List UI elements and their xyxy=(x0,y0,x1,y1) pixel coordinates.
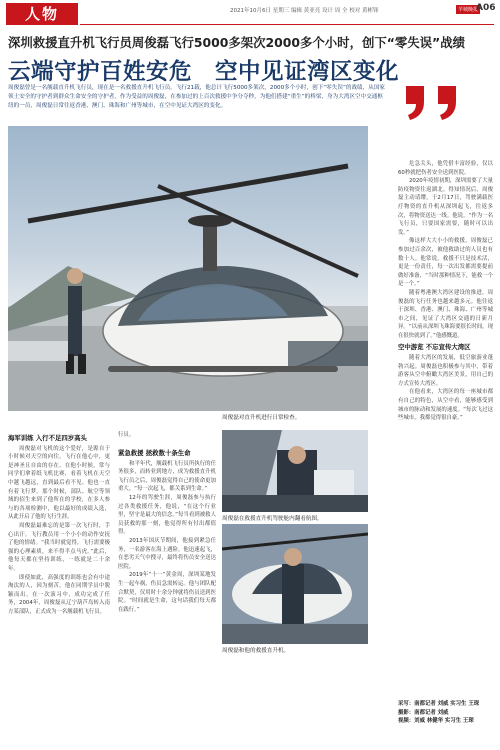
column-1-heading: 海军训练 入行不足四岁高头 xyxy=(8,434,87,442)
header-rule xyxy=(80,24,494,25)
photo3-caption: 周俊磊和他的救援直升机。 xyxy=(222,648,290,654)
paragraph: 和平年代，舰载机飞行员所执行的任务很多，而转业到地方，成为救援直升机飞行员之后，周俊磊觉得自己的使命更加重大。“每一次起飞，都关系到生命。” xyxy=(118,460,216,493)
page-meta: 2021年10月6日 星期三 编辑 黄亚亮 设计 周 全 校对 黄彬锋 xyxy=(230,8,379,14)
paragraph: 危急关头，他凭借丰富经验，仅以60秒就把伤者安全送到医院。 xyxy=(398,161,493,176)
credit-video: 视频：刘威 林健华 实习生 王琛 xyxy=(398,718,474,725)
helicopter-illustration xyxy=(8,126,368,411)
credit-photo: 摄影：南都记者 刘威 xyxy=(398,709,449,716)
quote-mark-icon xyxy=(398,76,488,126)
helicopter-photo xyxy=(8,126,368,411)
paragraph: 在他看来，大湾区的每一座城市都有自己的特色，从空中看，能够感受到城市的脉动和发展的速度。“每次飞过这些城市，我都觉得很自豪。” xyxy=(398,389,493,422)
page-number: A06 xyxy=(476,3,496,13)
column-3-heading: 空中游览 不忘宣传大湾区 xyxy=(398,343,471,352)
article-title: 云端守护百姓安危 空中见证湾区变化 xyxy=(8,59,400,85)
paragraph: 周俊磊对飞机的这个爱好，是源自于小时候对天空的向往。飞行在他心中，更是神圣且自由的存在。在他小时候，常与同学们拿着纸飞机比赛，看着飞机在天空中越飞越远，直到最后看不见。他也一直有着飞行梦。那个时候，部队、航空等领域的招生来到了他所在的学校，在多人参与的各项检测中，他以最好的成绩入选，从此开启了他的飞行生涯。 xyxy=(8,445,110,521)
column-2 xyxy=(118,446,216,614)
paragraph: 像这样大大小小的救援，周俊磊已参加过百余次，被他救助过的人员也有数十人。他常说，救援不只是技术活，更是一份责任，每一次出发都需要提前做好准备，“当时那种情况下，能救一个是一个。” xyxy=(398,238,493,288)
article-intro: 周俊磊曾是一名舰载直升机飞行员，现在是一名救援直升机飞行员。飞行21载，他总计飞行5000多架次，2000多个小时，创下“零失误”的战绩，从国家领土安全的守护者到群众生命安全的守护者，作为受益的周俊磊，在参加过的上百次救援中争分夺秒，为他们搭建“重生”的桥梁，身为大湾区空中交通枢纽的一员，周俊磊日常往返香港、澳门、珠海和广州等城市，在空中见证大湾区的变化。 xyxy=(8,85,386,109)
column-2-heading: 紧急救援 拯救数十条生命 xyxy=(118,449,191,457)
paragraph: 2020年疫情初期，深圳需要了大量防疫物资往返湖北。得知情况后，周俊磊主动请缨，于2月17日，驾驶满载医疗物资的直升机从深圳起飞，往返多次，将物资送达一线。他说，“作为一名飞行员，只要国家需要，随时可以出发。” xyxy=(398,178,493,236)
photo2-caption: 周俊磊在救援直升机驾驶舱内翻看航图。 xyxy=(222,516,323,522)
paragraph: 即使如此，高强度的训练也会有中途淘汰的人，因为刻苦，他在同期学员中脱颖而出，在一次演习中，成功完成了任务，2004年，周俊磊从辽宁葫芦岛转入南方某部队，正式成为一名舰载机飞行员。 xyxy=(8,574,110,615)
credits xyxy=(398,700,493,726)
paragraph: 12年的驾驶生涯，周俊磊参与执行过各类救援任务，他说，“在这个行业里，坚守是最大的信念。”每当看到被救人员获救的那一刻，他觉得所有付出都值得。 xyxy=(118,494,216,536)
paragraph: 2019年“十一”黄金周，深圳某地发生一起车祸，伤员急需转运。他与团队配合默契，仅用时十余分钟就将伤员送到医院。“时间就是生命，这句话我们每天都在践行。” xyxy=(118,572,216,613)
paragraph: 2013年国庆节期间，他接到紧急任务，一名游客在海上遇险。他迅速起飞，在恶劣天气中搜寻，最终将伤员安全送达医院。 xyxy=(118,537,216,570)
credit-writer: 采写：南都记者 刘威 实习生 王琛 xyxy=(398,701,480,707)
paper-tag: 羊城晚报 xyxy=(458,7,479,13)
pilot-with-helicopter-photo xyxy=(222,524,368,644)
pilot-illustration xyxy=(222,524,368,644)
cockpit-photo xyxy=(222,430,368,512)
column-1 xyxy=(8,431,110,616)
paragraph: 随着大湾区的发展，低空旅游业蓬勃兴起。周俊磊也积极参与其中，带着游客从空中俯瞰大湾区美景，用自己的方式宣传大湾区。 xyxy=(398,355,493,387)
paragraph: 周俊磊最难忘的是第一次飞行时，手心出汗。飞行教员用一个小小的动作安抚了他的情绪。“我当时就觉得，飞行需要极强的心理素质，来不得半点马虎。”此后，他每天都在坚持训练，一练就是二十余年。 xyxy=(8,522,110,572)
column-2-continuation: 行员。 xyxy=(118,432,135,438)
cockpit-illustration xyxy=(222,430,368,512)
section-label: 人物 xyxy=(6,3,78,25)
photo1-caption: 周俊磊对直升机进行日常检查。 xyxy=(222,415,301,421)
article-subtitle: 深圳救援直升机飞行员周俊磊飞行5000多架次2000多个小时，创下“零失误”战绩 xyxy=(8,35,465,50)
column-3 xyxy=(398,160,493,423)
paragraph: 随着粤港澳大湾区建设的推进，周俊磊的飞行任务也越来越多元。他往返于深圳、香港、澳门、珠海、广州等城市之间，见证了大湾区交通的日新月异。“以前从深圳飞珠海要很长时间，现在很快就到了。”他感慨道。 xyxy=(398,289,493,339)
